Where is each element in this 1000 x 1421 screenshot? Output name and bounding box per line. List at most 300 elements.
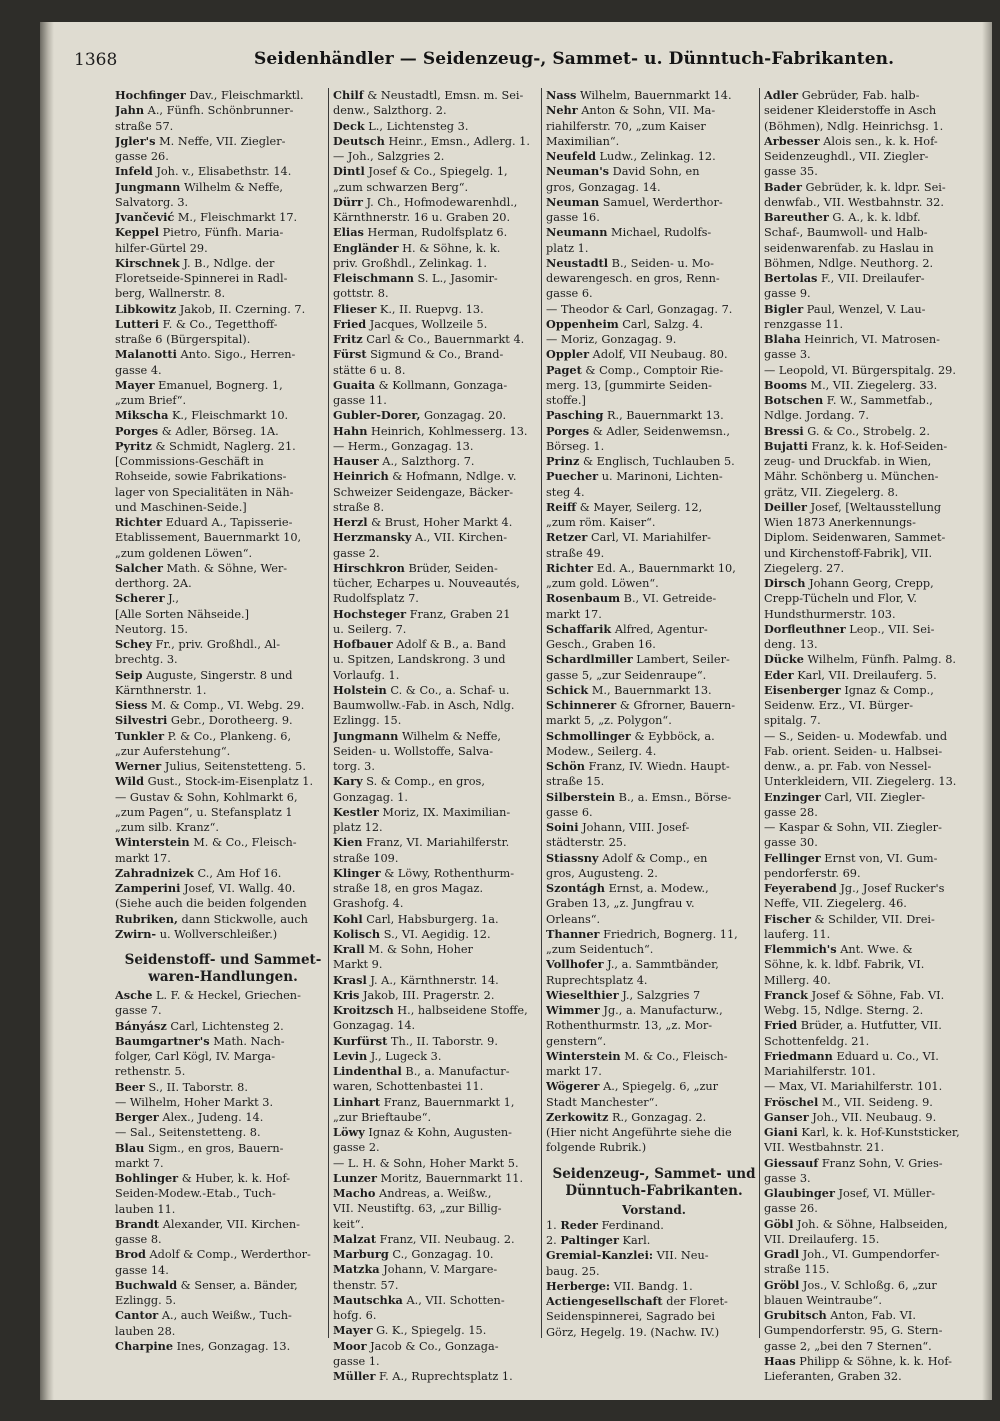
directory-entry-line: [Alle Sorten Nähseide.]: [115, 607, 250, 621]
directory-entry-line: waren, Schottenbastei 11.: [333, 1080, 484, 1094]
directory-entry-line: Moor Jacob & Co., Gonzaga-: [333, 1338, 499, 1353]
directory-entry-line: lauferg. 11.: [764, 927, 831, 941]
directory-entry-line: Beer S., II. Taborstr. 8.: [115, 1079, 248, 1094]
directory-entry-line: Seidenw. Erz., VI. Bürger-: [764, 699, 914, 712]
directory-entry-line: straße 15.: [546, 775, 605, 789]
directory-entry-line: Macho Andreas, a. Weißw.,: [333, 1186, 492, 1200]
directory-entry-line: Hahn Heinrich, Kohlmesserg. 13.: [333, 423, 528, 438]
directory-entry-line: Markt 9.: [333, 958, 383, 972]
directory-entry-line: Jvančević M., Fleischmarkt 17.: [115, 210, 298, 224]
directory-entry-line: markt 5, „z. Polygon“.: [546, 714, 672, 728]
directory-entry-line: Kien Franz, VI. Mariahilferstr.: [333, 835, 510, 850]
directory-entry-line: gasse 1.: [333, 1354, 380, 1368]
directory-entry-line: und Maschinen-Seide.]: [115, 500, 247, 514]
directory-entry-line: Siess M. & Comp., VI. Webg. 29.: [115, 698, 305, 712]
directory-entry-line: straße 57.: [115, 119, 174, 133]
directory-entry-line: Brandt Alexander, VII. Kirchen-: [115, 1216, 300, 1231]
running-title: Seidenhändler — Seidenzeug-, Sammet- u. Dünntuch-Fabrikanten.: [254, 49, 895, 69]
directory-entry-line: Mayer Emanuel, Bognerg. 1,: [115, 377, 283, 392]
directory-entry-line: Neufeld Ludw., Zelinkag. 12.: [546, 149, 716, 163]
directory-entry-line: — Herm., Gonzagag. 13.: [333, 439, 474, 453]
directory-entry-line: rethenstr. 5.: [115, 1065, 186, 1079]
directory-entry-line: folgende Rubrik.): [546, 1141, 647, 1155]
directory-entry-line: Maximilian“.: [546, 134, 620, 148]
directory-entry-line: Silvestri Gebr., Dorotheerg. 9.: [115, 713, 293, 728]
directory-entry-line: Wimmer Jg., a. Manufacturw.,: [546, 1003, 723, 1017]
directory-entry-line: Elias Herman, Rudolfsplatz 6.: [333, 225, 508, 240]
directory-entry-line: Malzat Franz, VII. Neubaug. 2.: [333, 1231, 515, 1246]
directory-entry-line: — S., Seiden- u. Modewfab. und: [764, 729, 948, 743]
directory-entry-line: Neffe, VII. Ziegelerg. 46.: [764, 897, 907, 911]
directory-entry-line: Floretseide-Spinnerei in Radl-: [115, 272, 288, 285]
directory-entry-line: Bareuther G. A., k. k. ldbf.: [764, 210, 921, 224]
directory-entry-line: denw., Salzthorg. 2.: [333, 104, 447, 118]
directory-entry-line: Keppel Pietro, Fünfh. Maria-: [115, 225, 284, 240]
directory-entry-line: 1. Reder Ferdinand.: [546, 1217, 664, 1232]
directory-entry-line: Stadt Manchester“.: [546, 1095, 659, 1109]
directory-entry-line: Flemmich's Ant. Wwe. &: [764, 942, 913, 956]
directory-entry-line: berg, Wallnerstr. 8.: [115, 287, 226, 301]
directory-entry-line: Kolisch S., VI. Aegidig. 12.: [333, 926, 491, 941]
directory-entry-line: Levin J., Lugeck 3.: [333, 1048, 442, 1063]
directory-entry-line: Flieser K., II. Ruepvg. 13.: [333, 301, 484, 316]
directory-entry-line: Modew., Seilerg. 4.: [546, 744, 657, 758]
directory-entry-line: Crepp-Tücheln und Flor, V.: [764, 592, 917, 606]
directory-entry-line: Stiassny Adolf & Comp., en: [546, 850, 708, 865]
directory-entry-line: Vorlaufg. 1.: [333, 668, 400, 682]
directory-entry-line: Hauser A., Salzthorg. 7.: [333, 454, 475, 468]
directory-entry-line: gottstr. 8.: [333, 287, 389, 301]
directory-entry-line: Zerkowitz R., Gonzagag. 2.: [546, 1109, 707, 1124]
directory-entry-line: Bader Gebrüder, k. k. ldpr. Sei-: [764, 179, 946, 194]
directory-entry-line: Ezlingg. 15.: [333, 714, 402, 728]
directory-entry-line: Hirschkron Brüder, Seiden-: [333, 560, 498, 575]
directory-entry-line: „zum gold. Löwen“.: [546, 577, 659, 590]
page-header: [74, 44, 895, 78]
directory-entry-line: Porges & Adler, Seidenwemsn.,: [546, 423, 730, 438]
directory-entry-line: Schick M., Bauernmarkt 13.: [546, 682, 712, 697]
directory-entry-line: gasse 7.: [115, 1004, 162, 1018]
directory-entry-line: Lunzer Moritz, Bauernmarkt 11.: [333, 1170, 524, 1185]
directory-entry-line: Cantor A., auch Weißw., Tuch-: [115, 1308, 292, 1323]
directory-entry-line: Kris Jakob, III. Pragerstr. 2.: [333, 987, 495, 1002]
directory-entry-line: Krall M. & Sohn, Hoher: [333, 942, 473, 956]
directory-entry-line: Kary S. & Comp., en gros,: [333, 774, 485, 789]
directory-entry-line: Ziegelerg. 27.: [764, 561, 845, 575]
directory-entry-line: Salvatorg. 3.: [115, 195, 189, 209]
page-gutter-shadow: [40, 22, 54, 1400]
directory-entry-line: Löwy Ignaz & Kohn, Augusten-: [333, 1125, 512, 1139]
directory-entry-line: Jahn A., Fünfh. Schönbrunner-: [115, 103, 294, 118]
directory-entry-line: Soini Johann, VIII. Josef-: [546, 820, 690, 834]
directory-entry-line: Bujatti Franz, k. k. Hof-Seiden-: [764, 438, 948, 453]
directory-entry-line: markt 17.: [115, 851, 171, 865]
directory-entry-line: Schmollinger & Eybböck, a.: [546, 728, 715, 743]
directory-entry-line: Mariahilferstr. 101.: [764, 1065, 876, 1078]
directory-entry-line: Gonzagag. 1.: [333, 790, 408, 804]
directory-entry-line: straße 18, en gros Magaz.: [333, 882, 484, 895]
directory-entry-line: Richter Ed. A., Bauernmarkt 10,: [546, 560, 736, 575]
directory-entry-line: Unterkleidern, VII. Ziegelerg. 13.: [764, 775, 957, 789]
directory-entry-line: Deutsch Heinr., Emsn., Adlerg. 1.: [333, 133, 530, 148]
directory-entry-line: Dorfleuthner Leop., VII. Sei-: [764, 621, 935, 636]
directory-entry-line: Ganser Joh., VII. Neubaug. 9.: [764, 1109, 937, 1124]
directory-entry-line: Buchwald & Senser, a. Bänder,: [115, 1277, 298, 1292]
directory-entry-line: Millerg. 40.: [764, 973, 831, 987]
directory-entry-line: Zamperini Josef, VI. Wallg. 40.: [115, 881, 296, 895]
directory-entry-line: Bányász Carl, Lichtensteg 2.: [115, 1018, 284, 1033]
directory-entry-line: Paget & Comp., Comptoir Rie-: [546, 362, 724, 377]
directory-entry-line: Seidenspinnerei, Sagrado bei: [546, 1310, 715, 1324]
directory-entry-line: Thanner Friedrich, Bognerg. 11,: [546, 926, 738, 941]
directory-entry-line: Puecher u. Marinoni, Lichten-: [546, 469, 723, 484]
directory-entry-line: stoffe.]: [546, 394, 586, 407]
directory-entry-line: gasse 26.: [115, 150, 169, 163]
directory-entry-line: Wild Gust., Stock-im-Eisenplatz 1.: [115, 774, 314, 789]
directory-entry-line: gasse 2.: [333, 546, 380, 560]
section-heading-seidenstoff: Seidenstoff- und Sammet-waren-Handlungen.: [124, 952, 322, 985]
directory-entry-line: gasse 11.: [333, 394, 387, 407]
directory-entry-line: Kroitzsch H., halbseidene Stoffe,: [333, 1003, 528, 1017]
directory-entry-line: Prinz & Englisch, Tuchlauben 5.: [546, 454, 735, 468]
directory-entry-line: gasse 26.: [764, 1202, 818, 1216]
directory-entry-line: thenstr. 57.: [333, 1278, 399, 1292]
directory-entry-line: [Commissions-Geschäft in: [115, 455, 264, 468]
directory-entry-line: Oppenheim Carl, Salzg. 4.: [546, 316, 704, 331]
directory-entry-line: — Moriz, Gonzagag. 9.: [546, 333, 677, 346]
directory-entry-line: Grubitsch Anton, Fab. VI.: [764, 1308, 916, 1322]
section-heading-fabrikanten: Seidenzeug-, Sammet- und Dünntuch-Fabrikanten.: [552, 1165, 756, 1199]
directory-entry-line: Booms M., VII. Ziegelerg. 33.: [764, 377, 938, 392]
directory-entry-line: Müller F. A., Ruprechtsplatz 1.: [333, 1369, 513, 1383]
directory-entry-line: pendorferstr. 69.: [764, 866, 861, 880]
directory-entry-line: Fab. orient. Seiden- u. Halbsei-: [764, 744, 943, 758]
directory-entry-line: Marburg C., Gonzagag. 10.: [333, 1247, 494, 1261]
directory-entry-line: seidener Kleiderstoffe in Asch: [764, 104, 937, 118]
directory-entry-line: merg. 13, [gummirte Seiden-: [546, 378, 712, 392]
directory-entry-line: Schottenfeldg. 21.: [764, 1034, 870, 1048]
directory-entry-line: Lindenthal B., a. Manufactur-: [333, 1064, 510, 1078]
directory-entry-line: denw., a. pr. Fab. von Nessel-: [764, 760, 932, 773]
directory-entry-line: Werner Julius, Seitenstetteng. 5.: [115, 759, 306, 773]
directory-entry-line: Kärnthnerstr. 16 u. Graben 20.: [333, 211, 511, 224]
directory-entry-line: Dirsch Johann Georg, Crepp,: [764, 576, 934, 590]
directory-entry-line: Baumgartner's Math. Nach-: [115, 1033, 285, 1048]
directory-entry-line: Gesch., Graben 16.: [546, 638, 656, 651]
directory-entry-line: Scherer J.,: [115, 591, 179, 606]
directory-entry-line: gasse 4.: [115, 363, 162, 377]
directory-entry-line: Jungmann Wilhelm & Neffe,: [115, 179, 284, 194]
directory-entry-line: Zwirn- u. Wollverschleißer.): [115, 926, 278, 941]
directory-entry-line: Brod Adolf & Comp., Werderthor-: [115, 1247, 311, 1262]
directory-entry-line: Feyerabend Jg., Josef Rucker's: [764, 881, 945, 895]
column-4: [764, 88, 974, 1384]
directory-entry-line: Fröschel M., VII. Seideng. 9.: [764, 1094, 933, 1109]
page-edge-shadow: [982, 22, 992, 1400]
directory-entry-line: Hundsthurmerstr. 103.: [764, 607, 896, 621]
directory-entry-line: Söhne, k. k. ldbf. Fabrik, VI.: [764, 958, 925, 972]
directory-entry-line: Szontágh Ernst, a. Modew.,: [546, 881, 709, 895]
directory-entry-line: Zahradnizek C., Am Hof 16.: [115, 865, 282, 880]
directory-entry-line: zeug- und Druckfab. in Wien,: [764, 455, 932, 468]
directory-entry-line: Wieselthier J., Salzgries 7: [546, 987, 701, 1002]
directory-entry-line: „zum Pagen“, u. Stefansplatz 1: [115, 805, 293, 819]
directory-entry-line: Schey Fr., priv. Großhdl., Al-: [115, 637, 281, 651]
directory-entry-line: Neumann Michael, Rudolfs-: [546, 225, 712, 240]
directory-entry-line: Lieferanten, Graben 32.: [764, 1370, 902, 1383]
directory-entry-line: Baumwollw.-Fab. in Asch, Ndlg.: [333, 699, 515, 712]
directory-entry-line: Webg. 15, Ndlge. Sterng. 2.: [764, 1004, 924, 1017]
directory-entry-line: „zum röm. Kaiser“.: [546, 516, 656, 529]
directory-entry-line: und Kirchenstoff-Fabrik], VII.: [764, 546, 933, 560]
directory-entry-line: Kohl Carl, Habsburgerg. 1a.: [333, 911, 499, 926]
directory-entry-line: Bohlinger & Huber, k. k. Hof-: [115, 1171, 291, 1185]
directory-entry-line: Böhmen, Ndlge. Neuthorg. 2.: [764, 256, 934, 270]
directory-entry-line: Vollhofer J., a. Sammtbänder,: [546, 957, 719, 972]
directory-entry-line: Arbesser Alois sen., k. k. Hof-: [764, 133, 938, 148]
directory-entry-line: „zum Seidentuch“.: [546, 943, 654, 956]
directory-entry-line: Blaha Heinrich, VI. Matrosen-: [764, 332, 940, 346]
directory-entry-line: straße 109.: [333, 851, 399, 865]
directory-entry-line: gasse 8.: [115, 1233, 162, 1246]
directory-entry-line: Gumpendorferstr. 95, G. Stern-: [764, 1324, 943, 1338]
directory-entry-line: renzgasse 11.: [764, 317, 844, 331]
directory-entry-line: Kärnthnerstr. 1.: [115, 683, 207, 697]
directory-entry-line: — L. H. & Sohn, Hoher Markt 5.: [333, 1156, 519, 1170]
directory-entry-line: Dücke Wilhelm, Fünfh. Palmg. 8.: [764, 652, 956, 667]
directory-entry-line: Görz, Hegelg. 19. (Nachw. IV.): [546, 1325, 720, 1339]
directory-entry-line: hilfer-Gürtel 29.: [115, 241, 208, 255]
directory-entry-line: 2. Paltinger Karl.: [546, 1233, 651, 1247]
directory-entry-line: Nehr Anton & Sohn, VII. Ma-: [546, 103, 716, 118]
directory-entry-line: — Sal., Seitenstetteng. 8.: [115, 1126, 261, 1140]
directory-entry-line: Adler Gebrüder, Fab. halb-: [764, 88, 920, 102]
directory-entry-line: Asche L. F. & Heckel, Griechen-: [115, 988, 301, 1002]
directory-entry-line: hofg. 6.: [333, 1309, 377, 1322]
directory-entry-line: Richter Eduard A., Tapisserie-: [115, 515, 293, 529]
directory-entry-line: Neuman's David Sohn, en: [546, 164, 700, 179]
directory-entry-line: Ndlge. Jordang. 7.: [764, 409, 869, 423]
directory-entry-line: Kestler Moriz, IX. Maximilian-: [333, 804, 511, 819]
directory-entry-line: Berger Alex., Judeng. 14.: [115, 1110, 264, 1124]
directory-entry-line: Fellinger Ernst von, VI. Gum-: [764, 850, 938, 865]
directory-entry-line: Gubler-Dorer, Gonzagag. 20.: [333, 408, 507, 423]
directory-entry-line: gasse 5, „zur Seidenraupe“.: [546, 668, 707, 682]
directory-entry-line: Orleans“.: [546, 912, 601, 926]
directory-entry-line: Libkowitz Jakob, II. Czerning. 7.: [115, 301, 306, 316]
directory-entry-line: Gröbl Jos., V. Schloßg. 6, „zur: [764, 1277, 937, 1292]
directory-entry-line: Franck Josef & Söhne, Fab. VI.: [764, 987, 945, 1002]
directory-entry-line: „zum silb. Kranz“.: [115, 821, 219, 834]
directory-entry-line: folger, Carl Kögl, IV. Marga-: [115, 1050, 276, 1063]
directory-entry-line: Klinger & Löwy, Rothenthurm-: [333, 865, 515, 880]
directory-entry-line: Kurfürst Th., II. Taborstr. 9.: [333, 1033, 498, 1048]
directory-entry-line: Ruprechtsplatz 4.: [546, 973, 648, 987]
directory-entry-line: (Böhmen), Ndlg. Heinrichsg. 1.: [764, 119, 944, 133]
directory-entry-line: Engländer H. & Söhne, k. k.: [333, 240, 501, 255]
directory-entry-line: Fischer & Schilder, VII. Drei-: [764, 911, 935, 926]
directory-entry-line: gasse 28.: [764, 805, 818, 819]
directory-entry-line: steg 4.: [546, 485, 585, 499]
directory-entry-line: städterstr. 25.: [546, 836, 627, 850]
directory-entry-line: priv. Großhdl., Zelinkag. 1.: [333, 256, 487, 270]
directory-entry-line: gros, Gonzagag. 14.: [546, 180, 661, 194]
directory-entry-line: Actiengesellschaft der Floret-: [546, 1294, 728, 1308]
directory-entry-line: Heinrich & Hofmann, Ndlge. v.: [333, 469, 517, 484]
directory-entry-line: Pyritz & Schmidt, Naglerg. 21.: [115, 438, 296, 453]
column-3: [546, 88, 762, 1340]
directory-entry-line: Bigler Paul, Wenzel, V. Lau-: [764, 301, 926, 316]
directory-entry-line: grätz, VII. Ziegelerg. 8.: [764, 485, 899, 499]
directory-entry-line: Göbl Joh. & Söhne, Halbseiden,: [764, 1216, 948, 1231]
directory-entry-line: gasse 6.: [546, 805, 593, 819]
directory-entry-line: denwfab., VII. Westbahnstr. 32.: [764, 195, 944, 209]
directory-entry-line: Lutteri F. & Co., Tegetthoff-: [115, 316, 278, 331]
directory-entry-line: Chilf & Neustadtl, Emsn. m. Sei-: [333, 88, 524, 102]
directory-entry-line: Börseg. 1.: [546, 439, 605, 453]
directory-entry-line: Charpine Ines, Gonzagag. 13.: [115, 1338, 291, 1353]
directory-entry-line: platz 12.: [333, 821, 383, 834]
directory-entry-line: Rosenbaum B., VI. Getreide-: [546, 591, 717, 606]
directory-entry-line: Matzka Johann, V. Margare-: [333, 1262, 498, 1277]
directory-entry-line: Krasl J. A., Kärnthnerstr. 14.: [333, 972, 499, 987]
directory-entry-line: Schaf-, Baumwoll- und Halb-: [764, 226, 928, 240]
directory-entry-line: Deck L., Lichtensteg 3.: [333, 118, 469, 133]
directory-entry-line: Gonzagag. 14.: [333, 1019, 416, 1033]
directory-entry-line: Giessauf Franz Sohn, V. Gries-: [764, 1155, 943, 1170]
directory-entry-line: straße 6 (Bürgerspital).: [115, 333, 251, 346]
directory-entry-line: — Max, VI. Mariahilferstr. 101.: [764, 1080, 943, 1094]
directory-entry-line: Herzl & Brust, Hoher Markt 4.: [333, 515, 513, 529]
directory-entry-line: Grashofg. 4.: [333, 897, 404, 911]
directory-entry-line: Mautschka A., VII. Schotten-: [333, 1292, 505, 1307]
directory-entry-line: Reiff & Mayer, Seilerg. 12,: [546, 499, 703, 514]
directory-entry-line: genstern“.: [546, 1034, 607, 1048]
directory-entry-line: Herzmansky A., VII. Kirchen-: [333, 530, 508, 545]
directory-entry-line: Salcher Math. & Söhne, Wer-: [115, 560, 288, 575]
directory-entry-line: baug. 25.: [546, 1264, 600, 1278]
directory-entry-line: Fried Jacques, Wollzeile 5.: [333, 316, 488, 331]
directory-entry-line: platz 1.: [546, 241, 589, 255]
directory-entry-line: deng. 13.: [764, 638, 818, 651]
directory-entry-line: Rohseide, sowie Fabrikations-: [115, 470, 287, 484]
directory-entry-line: — Kaspar & Sohn, VII. Ziegler-: [764, 821, 942, 834]
directory-entry-line: Dintl Josef & Co., Spiegelg. 1,: [333, 164, 508, 179]
directory-entry-line: markt 17.: [546, 607, 602, 621]
directory-entry-line: Winterstein M. & Co., Fleisch-: [546, 1048, 728, 1063]
directory-entry-line: gasse 35.: [764, 165, 818, 179]
directory-entry-line: Etablissement, Bauernmarkt 10,: [115, 531, 302, 545]
column-1: [115, 88, 331, 1354]
directory-entry-line: Gradl Joh., VI. Gumpendorfer-: [764, 1247, 940, 1261]
directory-entry-line: Ezlingg. 5.: [115, 1294, 177, 1307]
directory-entry-line: Seiden- u. Wollstoffe, Salva-: [333, 744, 494, 758]
directory-entry-line: tücher, Echarpes u. Nouveautés,: [333, 577, 520, 590]
directory-entry-line: Schön Franz, IV. Wiedn. Haupt-: [546, 759, 730, 773]
page-number: 1368: [74, 50, 118, 70]
directory-entry-line: Seip Auguste, Singerstr. 8 und: [115, 667, 293, 682]
directory-entry-line: gasse 16.: [546, 211, 600, 224]
directory-entry-line: torg. 3.: [333, 760, 375, 773]
directory-entry-line: Tunkler P. & Co., Plankeng. 6,: [115, 728, 292, 743]
directory-entry-line: markt 7.: [115, 1156, 164, 1170]
directory-entry-line: Hochsteger Franz, Graben 21: [333, 606, 511, 621]
directory-entry-line: Wien 1873 Anerkennungs-: [764, 516, 916, 529]
subheading-vorstand: Vorstand.: [622, 1202, 686, 1217]
directory-entry-line: gasse 6.: [546, 287, 593, 301]
directory-entry-line: — Wilhelm, Hoher Markt 3.: [115, 1095, 274, 1109]
directory-entry-line: VII. Westbahnstr. 21.: [764, 1141, 885, 1155]
directory-entry-line: Neutorg. 15.: [115, 622, 188, 636]
directory-entry-line: straße 49.: [546, 546, 605, 560]
directory-entry-line: Pasching R., Bauernmarkt 13.: [546, 408, 724, 423]
directory-entry-line: markt 17.: [546, 1065, 602, 1078]
directory-entry-line: Linhart Franz, Bauernmarkt 1,: [333, 1094, 515, 1109]
directory-entry-line: gasse 3.: [764, 348, 811, 362]
directory-entry-line: spitalg. 7.: [764, 714, 821, 728]
directory-entry-line: Mähr. Schönberg u. München-: [764, 470, 939, 484]
directory-entry-line: gasse 2, „bei den 7 Sternen“.: [764, 1339, 932, 1353]
directory-entry-line: Porges & Adler, Börseg. 1A.: [115, 423, 279, 438]
directory-entry-line: Gremial-Kanzlei: VII. Neu-: [546, 1248, 709, 1263]
directory-entry-line: Schinnerer & Gfrorner, Bauern-: [546, 698, 736, 712]
directory-entry-line: gasse 2.: [333, 1141, 380, 1155]
directory-entry-line: blauen Weintraube“.: [764, 1293, 882, 1307]
directory-entry-line: lauben 28.: [115, 1324, 176, 1338]
directory-entry-line: straße 115.: [764, 1263, 830, 1277]
directory-entry-line: Giani Karl, k. k. Hof-Kunststicker,: [764, 1125, 960, 1139]
directory-entry-line: (Hier nicht Angeführte siehe die: [546, 1126, 732, 1139]
directory-entry-line: Botschen F. W., Sammetfab.,: [764, 393, 933, 407]
directory-entry-line: — Gustav & Sohn, Kohlmarkt 6,: [115, 790, 298, 804]
directory-entry-line: „zum goldenen Löwen“.: [115, 546, 253, 560]
directory-entry-line: Schweizer Seidengaze, Bäcker-: [333, 485, 514, 499]
directory-entry-line: u. Seilerg. 7.: [333, 622, 407, 636]
directory-entry-line: Eisenberger Ignaz & Comp.,: [764, 682, 934, 697]
directory-entry-line: — Joh., Salzgries 2.: [333, 150, 445, 163]
directory-entry-line: Rudolfsplatz 7.: [333, 592, 419, 606]
directory-entry-line: „zum Brief“.: [115, 394, 187, 407]
directory-entry-line: Herberge: VII. Bandg. 1.: [546, 1278, 693, 1293]
directory-entry-line: „zur Auferstehung“.: [115, 744, 231, 758]
directory-entry-line: Oppler Adolf, VII Neubaug. 80.: [546, 347, 728, 362]
directory-entry-line: Hochfinger Dav., Fleischmarktl.: [115, 88, 304, 102]
directory-entry-line: (Siehe auch die beiden folgenden: [115, 897, 307, 911]
directory-entry-line: Fleischmann S. L., Jasomir-: [333, 271, 498, 285]
directory-entry-line: — Leopold, VI. Bürgerspitalg. 29.: [764, 363, 956, 377]
directory-entry-line: Dürr J. Ch., Hofmodewarenhdl.,: [333, 194, 518, 209]
directory-entry-line: riahilferstr. 70, „zum Kaiser: [546, 119, 706, 133]
directory-entry-line: Schardlmiller Lambert, Seiler-: [546, 652, 730, 667]
directory-entry-line: „zum schwarzen Berg“.: [333, 180, 469, 194]
directory-entry-line: Malanotti Anto. Sigo., Herren-: [115, 347, 296, 362]
directory-entry-line: lager von Specialitäten in Näh-: [115, 485, 294, 499]
directory-entry-line: stätte 6 u. 8.: [333, 363, 406, 377]
directory-entry-line: Haas Philipp & Söhne, k. k. Hof-: [764, 1353, 952, 1368]
directory-entry-line: Schaffarik Alfred, Agentur-: [546, 621, 708, 636]
directory-entry-line: Glaubinger Josef, VI. Müller-: [764, 1186, 936, 1200]
directory-entry-line: Graben 13, „z. Jungfrau v.: [546, 897, 695, 911]
directory-entry-line: Nass Wilhelm, Bauernmarkt 14.: [546, 88, 732, 102]
directory-entry-line: straße 8.: [333, 500, 385, 514]
directory-entry-line: Mayer G. K., Spiegelg. 15.: [333, 1323, 487, 1338]
directory-entry-line: Fürst Sigmund & Co., Brand-: [333, 347, 504, 362]
directory-entry-line: gasse 30.: [764, 836, 818, 850]
directory-entry-line: Neustadtl B., Seiden- u. Mo-: [546, 255, 714, 270]
directory-entry-line: gasse 14.: [115, 1263, 169, 1277]
directory-entry-line: Retzer Carl, VI. Mariahilfer-: [546, 530, 711, 545]
directory-entry-line: gros, Augusteng. 2.: [546, 866, 658, 880]
